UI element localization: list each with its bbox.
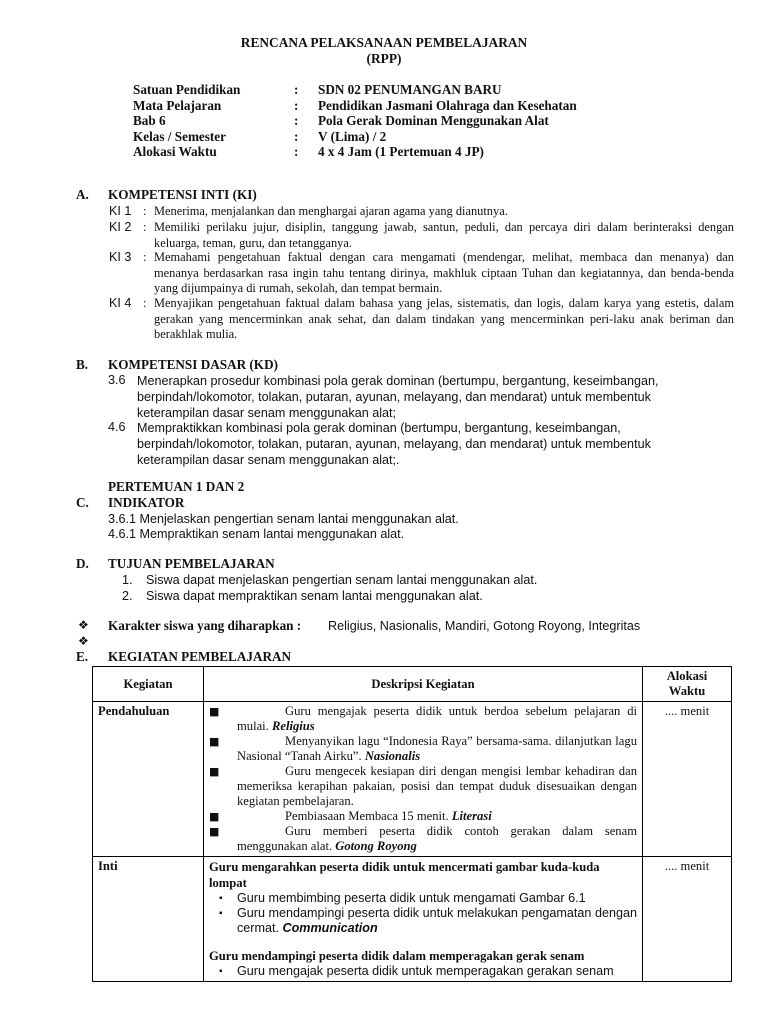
section-a-letter: A.: [76, 187, 89, 202]
section-b-title: KOMPETENSI DASAR (KD): [108, 357, 278, 372]
ki-text: Memiliki perilaku jujur, disiplin, tanggung jawab, santun, peduli, dan percaya diri dalam berinteraksi dengan keluarga, teman, guru, dan tetangganya.: [154, 220, 734, 250]
ki-label: KI 2: [109, 220, 132, 234]
ki-colon: :: [143, 296, 147, 310]
item-text: Guru mengajak peserta didik untuk memperagakan gerakan senam: [237, 964, 614, 978]
section-d-title: TUJUAN PEMBELAJARAN: [108, 556, 275, 571]
list-item: [209, 764, 637, 809]
waktu-cell: .... menit: [643, 702, 732, 857]
square-bullet-icon: ■: [209, 825, 220, 838]
identity-value: 4 x 4 Jam (1 Pertemuan 4 JP): [318, 144, 484, 159]
character-tag: Gotong Royong: [335, 839, 417, 853]
list-item: [215, 906, 637, 936]
identity-value: V (Lima) / 2: [318, 128, 387, 144]
kd-text: Menerapkan prosedur kombinasi pola gerak dominan (bertumpu, bergantung, keseimbangan, berpindah/lokomotor, tolakan, putaran, ayunan, melayang, dan mendarat) untuk membentuk keterampilan dasar senam menggunakan alat;: [137, 374, 659, 420]
indicator-item: 4.6.1 Mempraktikan senam lantai menggunakan alat.: [108, 527, 405, 541]
deskripsi-cell: [204, 857, 643, 982]
identity-colon: :: [294, 144, 299, 159]
ki-label: KI 4: [109, 296, 132, 310]
identity-value: Pendidikan Jasmani Olahraga dan Kesehatan: [318, 97, 577, 113]
ki-label: KI 1: [109, 204, 132, 218]
kd-text: Mempraktikkan kombinasi pola gerak dominan (bertumpu, bergantung, keseimbangan, berpindah/lokomotor, tolakan, putaran, ayunan, melayang, dan mendarat) untuk membentuk keterampilan dasar senam menggunakan alat;.: [137, 421, 651, 467]
identity-label: Satuan Pendidikan: [133, 82, 241, 97]
square-bullet-icon: ■: [209, 810, 220, 823]
square-bullet-icon: ▪: [219, 893, 223, 904]
table-row-inti: [93, 857, 732, 982]
section-b-letter: B.: [76, 357, 89, 372]
item-text: Menyanyikan lagu “Indonesia Raya” bersama-sama. dilanjutkan lagu Nasional “Tanah Airku”.: [237, 734, 637, 763]
objective-number: 2.: [122, 589, 133, 603]
ki-colon: :: [143, 250, 147, 264]
objective-text: Siswa dapat menjelaskan pengertian senam lantai menggunakan alat.: [146, 573, 538, 587]
inti-heading: Guru mendampingi peserta didik dalam memperagakan gerak senam: [209, 949, 585, 963]
character-tag: Religius: [272, 719, 315, 733]
identity-label: Kelas / Semester: [133, 128, 227, 144]
header-deskripsi: Deskripsi Kegiatan: [204, 667, 643, 702]
section-a-title: KOMPETENSI INTI (KI): [108, 187, 257, 202]
kd-number: 3.6: [108, 373, 126, 387]
document-title: RENCANA PELAKSANAAN PEMBELAJARAN: [240, 35, 528, 50]
item-text: Guru mengajak peserta didik untuk berdoa sebelum pelajaran di mulai.: [237, 704, 637, 733]
character-tag: Communication: [282, 921, 378, 935]
meeting-heading: PERTEMUAN 1 DAN 2: [108, 479, 245, 494]
indicator-item: 3.6.1 Menjelaskan pengertian senam lantai menggunakan alat.: [108, 512, 459, 526]
list-item: [209, 704, 637, 734]
ki-text: Menerima, menjalankan dan menghargai ajaran agama yang dianutnya.: [154, 204, 508, 218]
objective-number: 1.: [122, 573, 133, 587]
ki-colon: :: [143, 204, 147, 218]
identity-label: Bab 6: [133, 113, 166, 128]
item-text: Guru mengecek kesiapan diri dengan mengisi lembar kehadiran dan memeriksa kerapihan pakaian, posisi dan tempat duduk disesuaikan dengan kegiatan pembelajaran.: [237, 764, 637, 808]
kegiatan-cell: Pendahuluan: [93, 702, 204, 857]
identity-colon: :: [294, 113, 299, 128]
header-kegiatan: Kegiatan: [93, 667, 204, 702]
square-bullet-icon: ▪: [219, 908, 223, 919]
table-row-pendahuluan: [93, 702, 732, 857]
diamond-bullet-icon: ❖: [78, 634, 89, 648]
section-c-title: INDIKATOR: [108, 495, 185, 510]
pendahuluan-list: [209, 704, 637, 854]
square-bullet-icon: ■: [209, 765, 220, 778]
square-bullet-icon: ▪: [219, 966, 223, 977]
inti-heading: Guru mengarahkan peserta didik untuk mencermati gambar kuda-kuda lompat: [209, 860, 600, 890]
document-subtitle: (RPP): [366, 51, 402, 66]
activity-table: [92, 666, 732, 982]
identity-value: Pola Gerak Dominan Menggunakan Alat: [318, 113, 549, 128]
kd-number: 4.6: [108, 420, 126, 434]
waktu-cell: .... menit: [643, 857, 732, 982]
inti-list: [215, 891, 637, 936]
list-item: [215, 964, 637, 979]
identity-colon: :: [294, 82, 299, 97]
ki-colon: :: [143, 220, 147, 234]
square-bullet-icon: ■: [209, 735, 220, 748]
list-item: [209, 809, 637, 824]
character-tag: Nasionalis: [364, 749, 421, 763]
item-text: Pembiasaan Membaca 15 menit.: [285, 809, 449, 823]
section-c-letter: C.: [76, 495, 89, 510]
header-alokasi: Alokasi Waktu: [643, 667, 732, 702]
section-e-letter: E.: [76, 649, 89, 664]
section-e-title: KEGIATAN PEMBELAJARAN: [108, 649, 292, 664]
karakter-label: Karakter siswa yang diharapkan :: [108, 618, 302, 633]
deskripsi-cell: [204, 702, 643, 857]
list-item: [209, 734, 637, 764]
ki-text: Memahami pengetahuan faktual dengan cara mengamati (mendengar, melihat, membaca dan menanya) dan menanya berdasarkan rasa ingin tahu tentang dirinya, makhluk ciptaan Tuhan dan kegiatannya, dan benda-benda yang dijumpainya di rumah, sekolah, dan tempat bermain.: [154, 250, 734, 295]
karakter-value: Religius, Nasionalis, Mandiri, Gotong Royong, Integritas: [328, 619, 641, 633]
kegiatan-cell: Inti: [93, 857, 204, 982]
item-text: Guru membimbing peserta didik untuk mengamati Gambar 6.1: [237, 891, 586, 905]
objective-text: Siswa dapat mempraktikan senam lantai menggunakan alat.: [146, 589, 483, 603]
item-text: Guru memberi peserta didik contoh gerakan dalam senam menggunakan alat.: [237, 824, 637, 853]
identity-label: Alokasi Waktu: [133, 144, 217, 159]
ki-label: KI 3: [109, 250, 132, 264]
identity-value: SDN 02 PENUMANGAN BARU: [318, 82, 502, 97]
list-item: [215, 891, 637, 906]
inti-list: [215, 964, 637, 979]
identity-label: Mata Pelajaran: [133, 97, 222, 113]
diamond-bullet-icon: ❖: [78, 618, 89, 632]
ki-text: Menyajikan pengetahuan faktual dalam bahasa yang jelas, sistematis, dan logis, dalam karya yang estetis, dalam gerakan yang mencerminkan anak sehat, dan dalam tindakan yang mencerminkan peri-laku anak beriman dan berakhlak mulia.: [154, 296, 734, 341]
square-bullet-icon: ■: [209, 705, 220, 718]
section-d-letter: D.: [76, 556, 89, 571]
item-text: Guru mendampingi peserta didik untuk melakukan pengamatan dengan cermat.: [237, 906, 637, 935]
list-item: [209, 824, 637, 854]
identity-colon: :: [294, 128, 299, 144]
character-tag: Literasi: [451, 809, 492, 823]
identity-colon: :: [294, 97, 299, 113]
table-header-row: [93, 667, 732, 702]
